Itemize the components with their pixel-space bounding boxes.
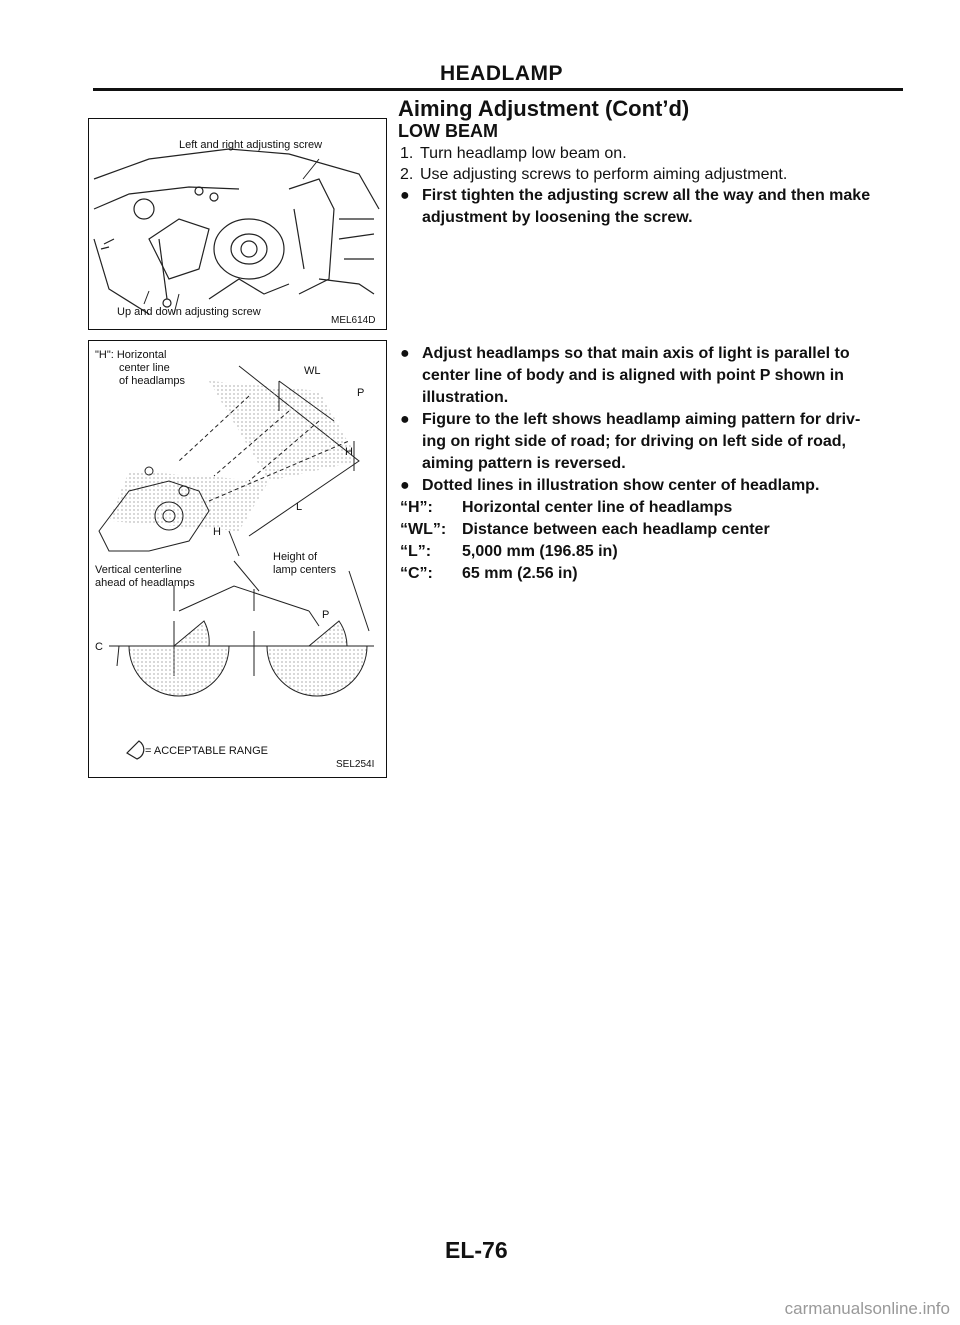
fig-label-p: P (357, 387, 365, 399)
subsection-title: LOW BEAM (398, 121, 498, 141)
fig-label-h-right: H (345, 446, 353, 458)
definition-value: 65 mm (2.56 in) (462, 565, 578, 582)
step-1 (400, 143, 627, 165)
page-number: EL-76 (445, 1237, 508, 1263)
definition-key: “WL”: (400, 521, 447, 538)
fig-label-wl: WL (304, 365, 321, 377)
figure-aiming-pattern (88, 340, 387, 778)
bullet-line: center line of body and is aligned with point P shown in (422, 367, 844, 384)
bullet-line: adjustment by loosening the screw. (422, 209, 693, 226)
definition-value: 5,000 mm (196.85 in) (462, 543, 618, 560)
fig-label-height2: lamp centers (273, 564, 336, 576)
definition-row (400, 563, 900, 585)
fig-label-height1: Height of (273, 551, 318, 563)
bullet-line: Adjust headlamps so that main axis of light is parallel to (422, 345, 850, 362)
definition-value: Horizontal center line of headlamps (462, 499, 733, 516)
figure-label-left-right-screw: Left and right adjusting screw (179, 139, 323, 151)
step-text: Use adjusting screws to perform aiming adjustment. (420, 166, 788, 183)
figure-code: MEL614D (331, 315, 376, 326)
bullet-item (400, 409, 900, 475)
step-number: 1. (400, 145, 414, 162)
fig-label-h3: of headlamps (119, 375, 186, 387)
definition-row (400, 519, 900, 541)
fig-label-h2: center line (119, 362, 170, 374)
fig-label-h: "H": Horizontal (95, 349, 167, 361)
definition-key: “H”: (400, 499, 433, 516)
watermark: carmanualsonline.info (784, 1299, 950, 1318)
step-number: 2. (400, 166, 414, 183)
bullet-line: aiming pattern is reversed. (422, 455, 626, 472)
bullet-line: Figure to the left shows headlamp aiming pattern for driv- (422, 411, 861, 428)
figure-label-up-down-screw: Up and down adjusting screw (117, 306, 261, 318)
bullet-dot: ● (400, 187, 410, 204)
definition-row (400, 541, 900, 563)
page-header-title: HEADLAMP (440, 62, 563, 85)
fig-legend: = ACCEPTABLE RANGE (145, 745, 268, 757)
figure-code: SEL254I (336, 759, 375, 770)
definition-key: “C”: (400, 565, 433, 582)
bullet-item (400, 475, 900, 497)
fig-label-vertical1: Vertical centerline (95, 564, 182, 576)
definition-row (400, 497, 900, 519)
figure-adjusting-screws (88, 118, 387, 330)
bullet-line: First tighten the adjusting screw all the way and then make (422, 187, 871, 204)
fig-label-vertical2: ahead of headlamps (95, 577, 195, 589)
bullet-dot: ● (400, 477, 410, 494)
bullet-tighten (400, 185, 870, 229)
definition-key: “L”: (400, 543, 432, 560)
bullet-line: illustration. (422, 389, 509, 406)
bullet-dot: ● (400, 345, 410, 362)
bullet-dot: ● (400, 411, 410, 428)
fig-label-l: L (296, 501, 303, 513)
fig-label-p-screen: P (322, 609, 330, 621)
step-text: Turn headlamp low beam on. (420, 145, 627, 162)
fig-label-h-left: H (213, 526, 221, 538)
bullet-item (400, 343, 900, 409)
section-title: Aiming Adjustment (Cont’d) (398, 96, 690, 121)
bullet-line: Dotted lines in illustration show center of headlamp. (422, 477, 820, 494)
step-2 (400, 164, 787, 186)
fig-label-c: C (95, 641, 103, 653)
bullet-list (400, 343, 900, 585)
bullet-line: ing on right side of road; for driving on left side of road, (422, 433, 846, 450)
aiming-pattern-illustration (89, 341, 386, 777)
header-rule (93, 88, 903, 91)
definition-value: Distance between each headlamp center (462, 521, 770, 538)
